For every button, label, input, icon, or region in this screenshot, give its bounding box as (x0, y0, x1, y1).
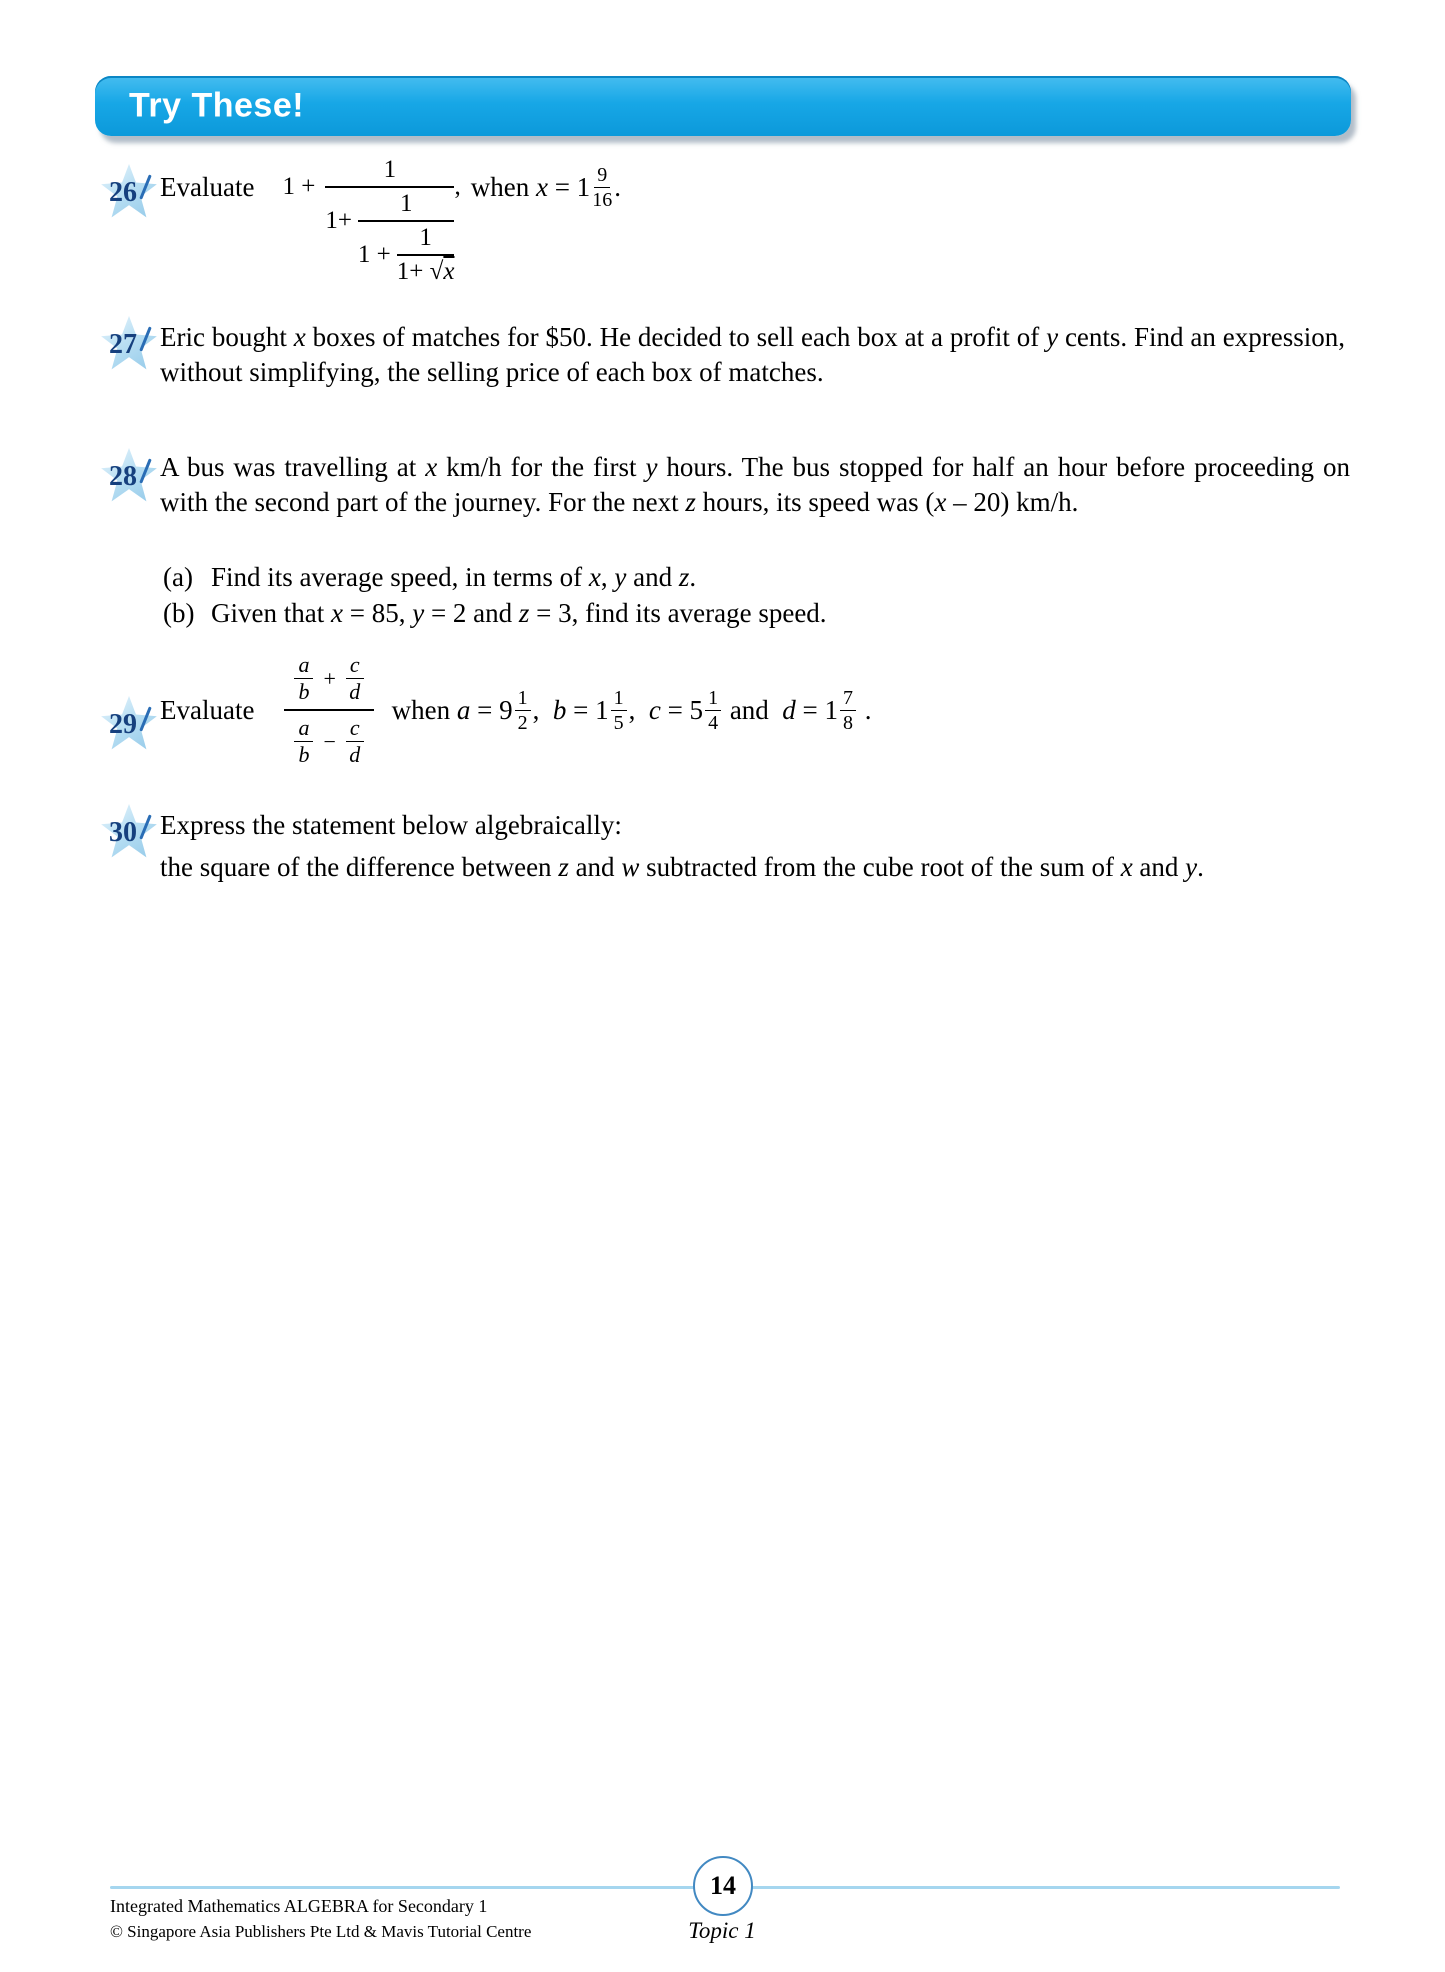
when-text: when (391, 694, 457, 725)
fraction-denominator: 16 (592, 188, 613, 211)
question-30-statement: the square of the difference between z and w subtracted from the cube root of the sum of x and y. (160, 852, 1204, 882)
question-26-expression (160, 156, 621, 286)
q26-evaluate-label: Evaluate (160, 172, 255, 202)
period: . (614, 172, 621, 202)
question-29-badge (100, 696, 160, 756)
continued-fraction-level-3 (397, 224, 455, 286)
continued-fraction (325, 156, 454, 286)
equals-text: = 9 (470, 694, 513, 725)
question-number: 30 (109, 817, 137, 848)
comma: , (454, 173, 461, 200)
question-26-badge (100, 164, 160, 224)
question-28-item-a (163, 560, 696, 595)
radical-sign: √ (429, 258, 444, 285)
try-these-banner (95, 76, 1351, 136)
minus-operator: − (323, 728, 336, 754)
q26-lead-term: 1 + (282, 173, 316, 200)
fraction-numerator: 1 (358, 190, 455, 222)
banner-title: Try These! (129, 86, 305, 125)
small-fraction: $\frac{c}{d}$ (346, 653, 364, 704)
fraction-numerator: 9 (594, 164, 610, 188)
equals-text: = 1 (547, 172, 591, 202)
small-fraction: a b (294, 653, 313, 704)
q29-evaluate-label: Evaluate (160, 694, 255, 725)
question-number: 26 (109, 177, 137, 208)
question-30-badge (100, 804, 160, 864)
separator-text: , (532, 694, 553, 725)
footer-copyright: © Singapore Asia Publishers Pte Ltd & Mavis Tutorial Centre (110, 1922, 532, 1941)
footer-topic-label: Topic 1 (688, 1918, 756, 1943)
fraction-numerator: 1 (325, 156, 454, 188)
item-label: (b) (163, 598, 195, 628)
equals-text: = 1 (566, 694, 609, 725)
question-number: 27 (109, 329, 137, 360)
question-28-text: A bus was travelling at x km/h for the first y hours. The bus stopped for half an hour before proceeding on with the second part of the journey. For the next z hours, its speed was (x – 20) km/h. (160, 452, 1350, 517)
small-fraction: a b (294, 716, 313, 767)
question-27-badge (100, 316, 160, 376)
fraction-numerator-row (284, 648, 373, 711)
when-text: when (470, 172, 536, 202)
question-28-badge (100, 448, 160, 508)
variable-b: b (552, 694, 567, 725)
item-label: (a) (163, 562, 193, 592)
item-text: Find its average speed, in terms of x, y and z. (211, 562, 697, 592)
mixed-fraction: 1 4 (705, 687, 721, 734)
mixed-fraction: 1 5 (611, 687, 627, 734)
page-number-circle: 14 (693, 1856, 753, 1916)
mixed-fraction: 7 8 (840, 687, 856, 734)
continued-fraction-level-2 (358, 190, 455, 286)
mixed-fraction (592, 164, 612, 211)
variable-d: d (782, 694, 796, 725)
question-30-intro: Express the statement below algebraically: (160, 810, 622, 840)
question-number: 28 (109, 461, 137, 492)
question-27-text: Eric bought x boxes of matches for $50. He decided to sell each box at a profit of y cents. Find an expression, without simplifying, the selling price of each box of matches. (160, 322, 1345, 387)
variable-x: x (535, 172, 548, 202)
variable-c: c (648, 694, 661, 725)
question-29-expression (160, 650, 872, 770)
q26-condition (454, 163, 621, 211)
footer-series-title: Integrated Mathematics ALGEBRA for Secondary 1 (110, 1896, 488, 1916)
item-text: Given that x = 85, y = 2 and z = 3, find its average speed. (211, 598, 827, 628)
radicand-variable: x (443, 258, 455, 285)
equals-text: = 1 (795, 694, 839, 725)
period: . (858, 694, 872, 725)
mixed-fraction: 1 2 (515, 687, 531, 734)
fraction-term: 1+ (325, 207, 352, 234)
small-fraction: $\frac{c}{d}$ (346, 716, 364, 767)
fraction-denominator-row (284, 711, 373, 772)
question-number: 29 (109, 709, 137, 740)
fraction-numerator: 1 (397, 224, 455, 256)
separator-text: , (628, 694, 649, 725)
variable-a: a (456, 694, 471, 725)
question-28-item-b (163, 596, 827, 631)
separator-text: and (723, 694, 783, 725)
fraction-term: 1+ (396, 258, 430, 285)
equals-text: = 5 (660, 694, 704, 725)
fraction-term: 1 + (357, 241, 391, 268)
plus-operator: + (323, 665, 336, 691)
compound-fraction (284, 648, 373, 772)
